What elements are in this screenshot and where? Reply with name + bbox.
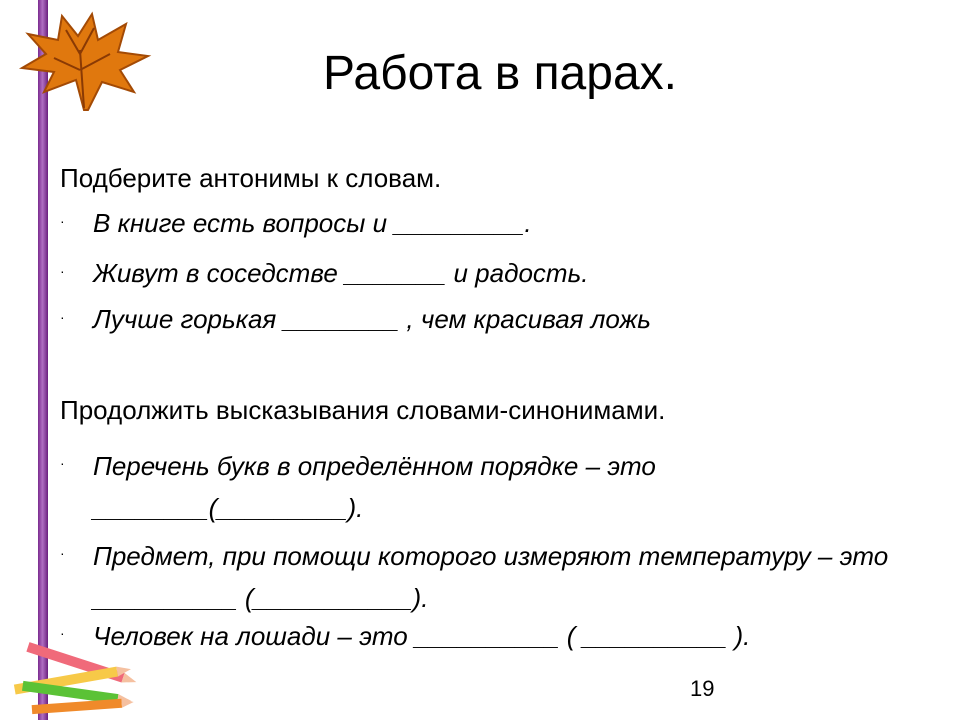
section-heading-synonyms: Продолжить высказывания словами-синонимами. [60,395,666,425]
antonym-item-1: В книге есть вопросы и _________. [93,208,532,238]
antonym-item-2: Живут в соседстве _______ и радость. [93,258,589,288]
bullet-marker: · [60,545,65,561]
synonym-item-2: Предмет, при помощи которого измеряют температуру – это __________ (___________). [93,541,889,613]
antonym-item-3: Лучше горькая ________ , чем красивая ложь [93,304,651,334]
page-number: 19 [690,676,715,701]
synonym-item-3: Человек на лошади – это __________ ( __________ ). [93,621,751,651]
bullet-marker: · [60,309,65,325]
slide-title: Работа в парах. [323,47,677,100]
bullet-marker: · [60,455,65,471]
section-heading-antonyms: Подберите антонимы к словам. [60,163,442,193]
bullet-marker: · [60,625,65,641]
crayons-icon [0,640,150,720]
synonym-item-1: Перечень букв в определённом порядке – это ________(_________). [93,451,656,523]
autumn-leaf-icon [14,10,154,120]
bullet-marker: · [60,263,65,279]
bullet-marker: · [60,213,65,229]
